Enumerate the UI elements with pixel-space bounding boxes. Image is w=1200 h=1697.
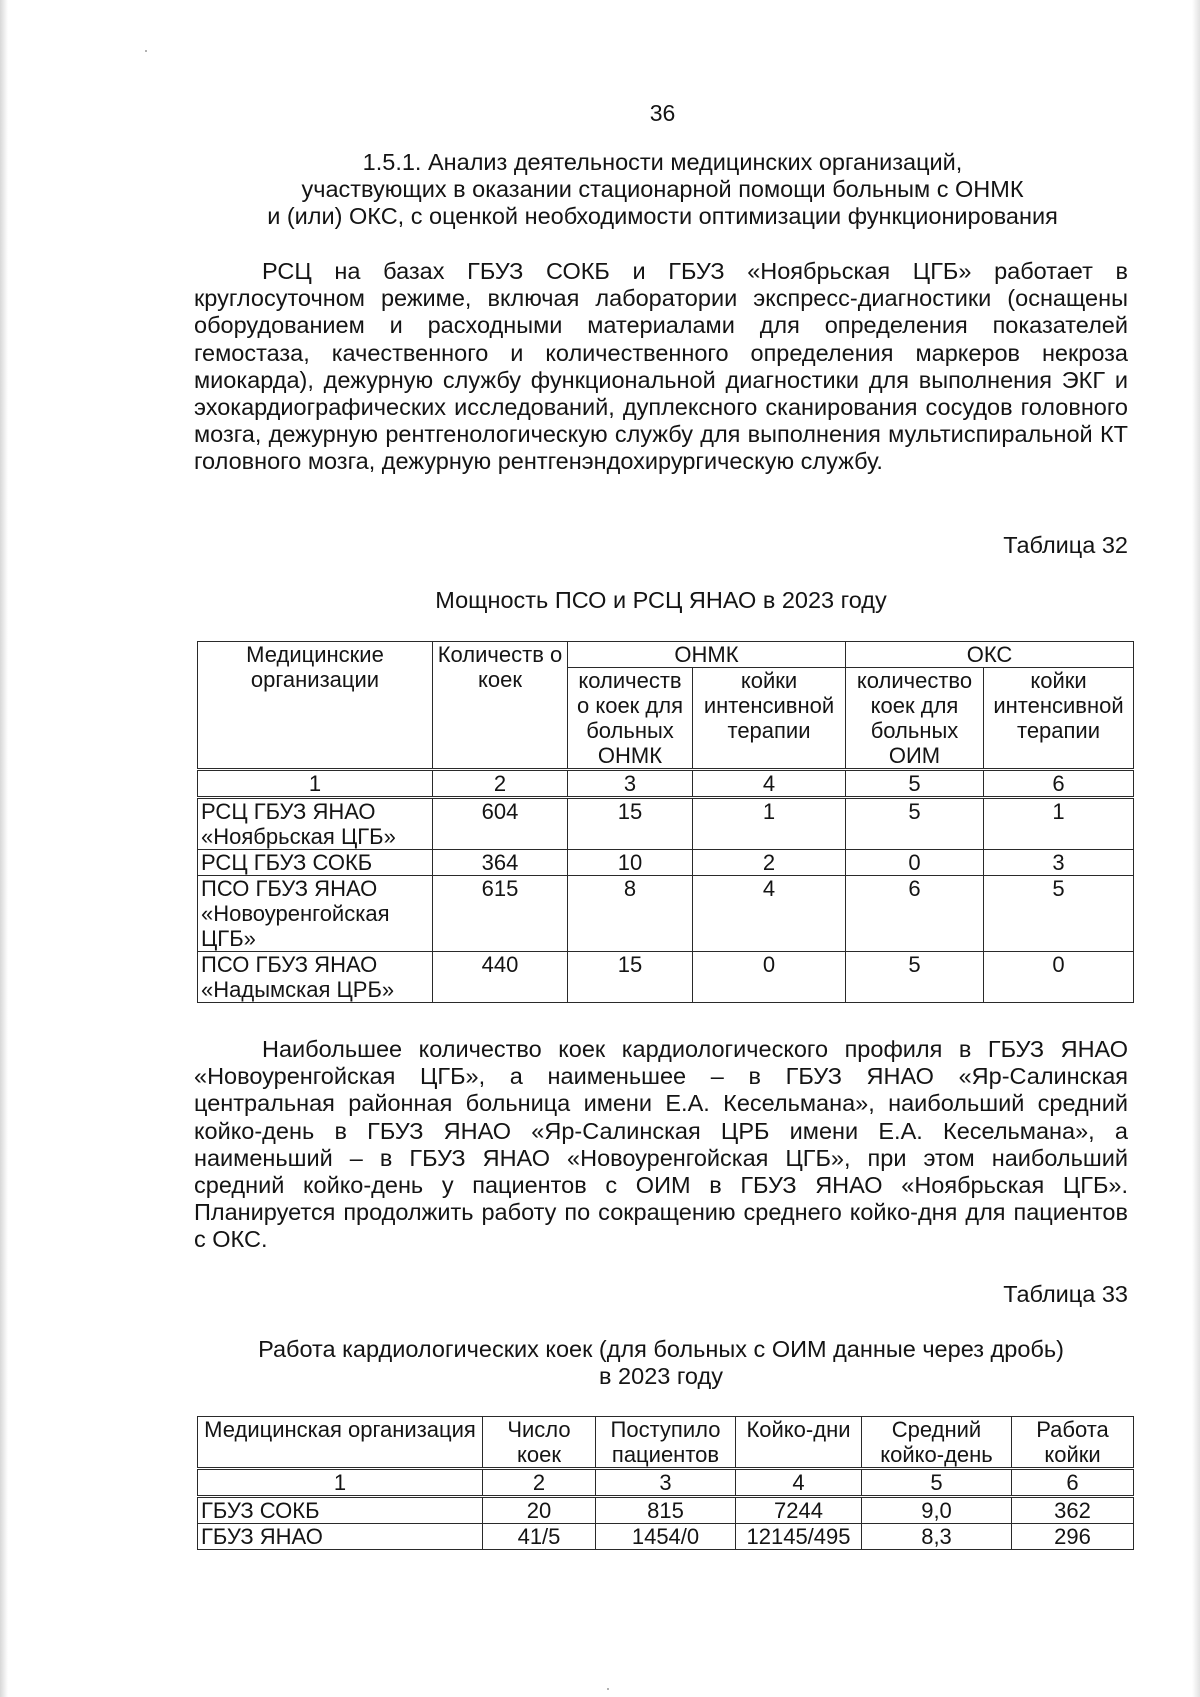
column-number-cell: 5: [862, 1469, 1012, 1497]
header-cell-oks: ОКС: [846, 642, 1134, 668]
table-cell: 15: [568, 952, 693, 1003]
column-number-cell: 6: [984, 770, 1134, 798]
table-cell: 615: [433, 876, 568, 952]
table-cell: 9,0: [862, 1497, 1012, 1524]
table-32-capacity: [197, 641, 1134, 1003]
table-cell-org: ГБУЗ СОКБ: [198, 1497, 483, 1524]
header-cell-beds: Количеств о коек: [433, 642, 568, 770]
column-number-cell: 5: [846, 770, 984, 798]
header-cell: Работа койки: [1012, 1417, 1134, 1469]
header-cell: Медицинская организация: [198, 1417, 483, 1469]
column-number-cell: 2: [433, 770, 568, 798]
table-cell: 362: [1012, 1497, 1134, 1524]
header-cell-oks-icu: койки интенсивной терапии: [984, 668, 1134, 770]
table-33-cardiology-beds: [197, 1416, 1134, 1550]
header-cell: Койко-дни: [736, 1417, 862, 1469]
table-cell: 3: [984, 850, 1134, 876]
column-number-cell: 3: [596, 1469, 736, 1497]
table-cell-org: РСЦ ГБУЗ СОКБ: [198, 850, 433, 876]
table-header-row: [198, 1417, 1134, 1469]
table-cell: 5: [846, 798, 984, 850]
table-row: [198, 850, 1134, 876]
table-cell: 1: [693, 798, 846, 850]
table-cell: 15: [568, 798, 693, 850]
header-cell-onmk-beds: количеств о коек для больных ОНМК: [568, 668, 693, 770]
column-number-row: [198, 770, 1134, 798]
table-cell: 4: [693, 876, 846, 952]
section-heading-line: 1.5.1. Анализ деятельности медицинских организаций,: [362, 149, 963, 175]
table-cell-org: ПСО ГБУЗ ЯНАО «Новоуренгойская ЦГБ»: [198, 876, 433, 952]
table-32-label: Таблица 32: [1003, 532, 1128, 558]
table-cell: 6: [846, 876, 984, 952]
paragraph-rsc-description: РСЦ на базах ГБУЗ СОКБ и ГБУЗ «Ноябрьская ЦГБ» работает в круглосуточном режиме, включая лаборатории экспресс-диагностики (оснащены оборудованием и расходными материалами для определения показателей гемостаза, качественного и количественного определения маркеров некроза миокарда), дежурную службу функциональной диагностики для выполнения ЭКГ и эхокардиографических исследований, дуплексного сканирования сосудов головного мозга, дежурную рентгенологическую службу для выполнения мультиспиральной КТ головного мозга, дежурную рентгенэндохирургическую службу.: [194, 258, 1128, 475]
table-cell: 604: [433, 798, 568, 850]
table-cell: 296: [1012, 1524, 1134, 1550]
table-cell: 1: [984, 798, 1134, 850]
table-cell: 815: [596, 1497, 736, 1524]
table-row: [198, 876, 1134, 952]
scan-speck: [145, 50, 147, 52]
header-cell-oks-beds: количество коек для больных ОИМ: [846, 668, 984, 770]
table-cell-org: ПСО ГБУЗ ЯНАО «Надымская ЦРБ»: [198, 952, 433, 1003]
header-cell-org: Медицинские организации: [198, 642, 433, 770]
table-cell: 10: [568, 850, 693, 876]
table-cell: 440: [433, 952, 568, 1003]
section-heading: [180, 149, 1145, 230]
table-33-title-line: Работа кардиологических коек (для больных с ОИМ данные через дробь): [258, 1336, 1064, 1362]
table-cell: 41/5: [483, 1524, 596, 1550]
table-cell: 8,3: [862, 1524, 1012, 1550]
table-cell: 0: [984, 952, 1134, 1003]
page-right-edge: [1192, 0, 1200, 1697]
table-33-title: [194, 1336, 1128, 1390]
section-heading-line: и (или) ОКС, с оценкой необходимости оптимизации функционирования: [267, 203, 1058, 229]
table-cell: 1454/0: [596, 1524, 736, 1550]
page-left-edge: [0, 0, 8, 1697]
table-33-title-line: в 2023 году: [599, 1363, 723, 1389]
header-cell: Средний койко-день: [862, 1417, 1012, 1469]
section-heading-line: участвующих в оказании стационарной помощи больным с ОНМК: [301, 176, 1024, 202]
header-cell-onmk: ОНМК: [568, 642, 846, 668]
column-number-cell: 1: [198, 1469, 483, 1497]
table-33-label: Таблица 33: [1003, 1281, 1128, 1307]
table-cell: 0: [693, 952, 846, 1003]
table-row: [198, 1497, 1134, 1524]
table-cell: 20: [483, 1497, 596, 1524]
table-32-title: Мощность ПСО и РСЦ ЯНАО в 2023 году: [435, 587, 887, 613]
table-row: [198, 1524, 1134, 1550]
column-number-cell: 3: [568, 770, 693, 798]
table-header-row: [198, 642, 1134, 668]
column-number-cell: 4: [736, 1469, 862, 1497]
table-row: [198, 798, 1134, 850]
column-number-cell: 2: [483, 1469, 596, 1497]
table-cell-org: РСЦ ГБУЗ ЯНАО «Ноябрьская ЦГБ»: [198, 798, 433, 850]
table-cell: 8: [568, 876, 693, 952]
paragraph-bed-analysis: Наибольшее количество коек кардиологического профиля в ГБУЗ ЯНАО «Новоуренгойская ЦГБ», а наименьшее – в ГБУЗ ЯНАО «Яр-Салинская центральная районная больница имени Е.А. Кесельмана», наибольший средний койко-день в ГБУЗ ЯНАО «Яр-Салинская ЦРБ имени Е.А. Кесельмана», а наименьший – в ГБУЗ ЯНАО «Новоуренгойская ЦГБ», при этом наибольший средний койко-день у пациентов с ОИМ в ГБУЗ ЯНАО «Ноябрьская ЦГБ». Планируется продолжить работу по сокращению среднего койко-дня для пациентов с ОКС.: [194, 1036, 1128, 1253]
table-cell: 5: [846, 952, 984, 1003]
column-number-cell: 6: [1012, 1469, 1134, 1497]
column-number-row: [198, 1469, 1134, 1497]
table-cell: 0: [846, 850, 984, 876]
table-cell: 5: [984, 876, 1134, 952]
table-cell: 12145/495: [736, 1524, 862, 1550]
table-cell: 2: [693, 850, 846, 876]
table-cell: 364: [433, 850, 568, 876]
header-cell: Число коек: [483, 1417, 596, 1469]
header-cell-onmk-icu: койки интенсивной терапии: [693, 668, 846, 770]
table-row: [198, 952, 1134, 1003]
column-number-cell: 4: [693, 770, 846, 798]
column-number-cell: 1: [198, 770, 433, 798]
table-cell-org: ГБУЗ ЯНАО: [198, 1524, 483, 1550]
page-number: 36: [649, 100, 676, 126]
header-cell: Поступило пациентов: [596, 1417, 736, 1469]
scan-speck: [607, 1688, 609, 1690]
table-cell: 7244: [736, 1497, 862, 1524]
